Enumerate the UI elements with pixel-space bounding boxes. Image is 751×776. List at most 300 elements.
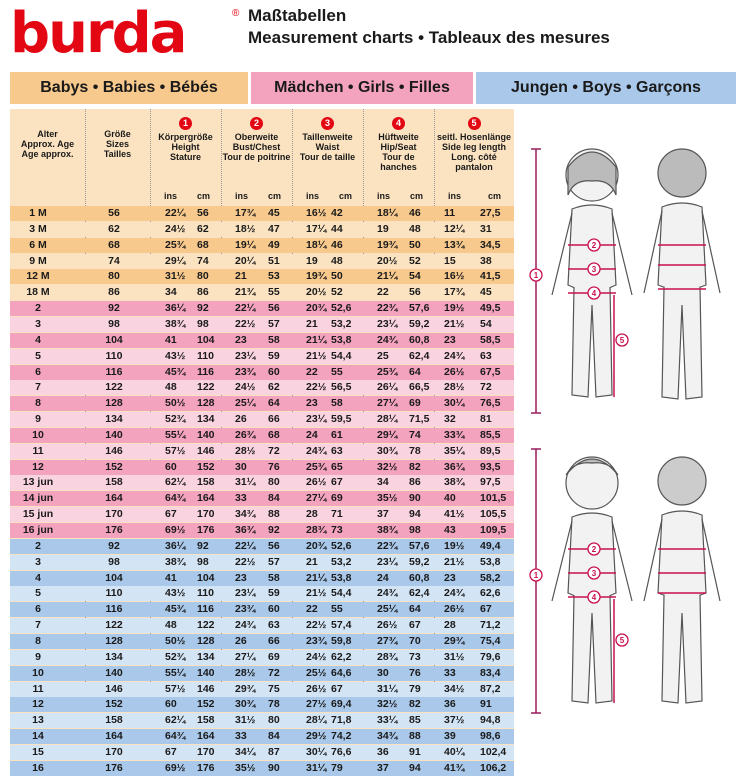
table-cell: 23: [235, 333, 247, 346]
table-cell: 14 jun: [22, 492, 54, 505]
table-cell: 9 M: [29, 254, 47, 267]
table-cell: 57,6: [409, 539, 430, 552]
unit-cm: cm: [339, 191, 353, 201]
table-cell: 74,2: [331, 730, 352, 743]
table-cell: 28¼: [377, 413, 398, 426]
table-cell: 23¼: [306, 413, 327, 426]
table-cell: 36¼: [165, 539, 186, 552]
table-cell: 31½: [235, 714, 256, 727]
table-cell: 63: [331, 444, 343, 457]
table-cell: 25¼: [235, 397, 256, 410]
table-row: [10, 507, 514, 522]
header-waist: 3 Taillenweite Waist Tour de taille: [299, 118, 356, 162]
table-cell: 87,2: [480, 682, 501, 695]
table-cell: 86: [197, 286, 209, 299]
table-cell: 33: [444, 666, 456, 679]
table-cell: 80: [108, 270, 120, 283]
table-cell: 35¼: [444, 444, 465, 457]
table-cell: 30: [377, 666, 389, 679]
table-cell: 134: [197, 413, 215, 426]
table-cell: 24¾: [377, 587, 398, 600]
table-cell: 64¾: [165, 730, 186, 743]
table-cell: 67: [409, 619, 421, 632]
table-cell: 34: [377, 476, 389, 489]
table-cell: 128: [105, 397, 123, 410]
table-cell: 71,2: [480, 619, 501, 632]
table-cell: 170: [197, 745, 215, 758]
table-cell: 3 M: [29, 222, 47, 235]
table-cell: 3: [35, 555, 41, 568]
table-cell: 28¾: [377, 650, 398, 663]
header-leg: 5 seitl. Hosenlänge Side leg length Long. côté pantalon: [436, 118, 512, 172]
table-cell: 50: [331, 270, 343, 283]
table-cell: 54,4: [331, 349, 352, 362]
table-cell: 24: [377, 571, 389, 584]
table-cell: 25: [377, 349, 389, 362]
table-cell: 42: [331, 207, 343, 219]
table-cell: 11: [32, 682, 44, 695]
table-cell: 73: [409, 650, 421, 663]
boy-back-figure: [644, 457, 720, 703]
table-cell: 29¼: [377, 428, 398, 441]
table-cell: 53,2: [331, 317, 352, 330]
table-cell: 6: [35, 603, 41, 616]
table-cell: 33¾: [444, 428, 465, 441]
table-row: [10, 269, 514, 284]
table-cell: 38¾: [377, 524, 398, 536]
table-cell: 22: [306, 603, 318, 616]
table-cell: 31¼: [306, 761, 327, 774]
table-row: [10, 365, 514, 380]
table-cell: 60: [165, 460, 177, 473]
table-cell: 152: [197, 698, 215, 711]
table-cell: 4: [35, 333, 41, 346]
table-cell: 82: [409, 698, 421, 711]
number-badge: 2: [250, 117, 263, 130]
table-row: [10, 412, 514, 427]
table-cell: 91: [409, 745, 421, 758]
table-cell: 41,5: [480, 270, 501, 283]
table-cell: 67,5: [480, 365, 501, 378]
table-row: [10, 396, 514, 411]
table-cell: 59: [268, 587, 280, 600]
category-boys: Jungen • Boys • Garçons: [476, 72, 736, 104]
table-cell: 55¼: [165, 428, 186, 441]
table-cell: 31: [480, 222, 492, 235]
table-cell: 104: [197, 571, 215, 584]
table-cell: 80: [268, 476, 280, 489]
table-cell: 176: [197, 524, 215, 536]
table-cell: 92: [197, 302, 209, 315]
table-cell: 23¾: [235, 603, 256, 616]
table-cell: 14: [32, 730, 44, 743]
table-cell: 80: [197, 270, 209, 283]
table-cell: 1 M: [29, 207, 47, 219]
table-cell: 72: [268, 444, 280, 457]
table-row: [10, 301, 514, 316]
unit-ins: ins: [448, 191, 462, 201]
measure-marker-label: 1: [533, 571, 539, 580]
table-cell: 38¾: [444, 476, 465, 489]
table-cell: 23¼: [377, 317, 398, 330]
table-cell: 16½: [306, 207, 327, 219]
table-cell: 56,5: [331, 381, 352, 394]
table-cell: 88: [268, 508, 280, 521]
boy-front-figure: [552, 457, 632, 703]
table-cell: 27,5: [480, 207, 501, 219]
table-cell: 21¼: [306, 571, 327, 584]
table-cell: 6: [35, 365, 41, 378]
table-cell: 104: [197, 333, 215, 346]
table-cell: 110: [197, 349, 214, 362]
table-cell: 24: [306, 428, 318, 441]
table-cell: 19¼: [235, 238, 256, 251]
table-cell: 53,2: [331, 555, 352, 568]
table-cell: 85: [409, 714, 421, 727]
table-cell: 28: [444, 619, 456, 632]
table-cell: 43: [444, 524, 456, 536]
table-cell: 152: [105, 460, 123, 473]
table-row: [10, 682, 514, 697]
table-cell: 79,6: [480, 650, 501, 663]
table-cell: 34¾: [235, 508, 256, 521]
table-cell: 8: [35, 397, 41, 410]
table-cell: 76: [268, 460, 280, 473]
table-cell: 49,5: [480, 302, 501, 315]
table-cell: 52¾: [165, 650, 186, 663]
table-cell: 32: [444, 413, 456, 426]
table-cell: 170: [105, 508, 123, 521]
table-cell: 54: [409, 270, 421, 283]
number-badge: 5: [468, 117, 481, 130]
table-cell: 140: [197, 666, 215, 679]
table-cell: 20½: [306, 286, 327, 299]
table-cell: 72: [268, 666, 280, 679]
table-row: [10, 571, 514, 586]
table-cell: 12 M: [26, 270, 50, 283]
table-cell: 49,4: [480, 539, 501, 552]
table-cell: 92: [108, 302, 120, 315]
table-cell: 28½: [444, 381, 465, 394]
table-cell: 24¾: [377, 333, 398, 346]
table-cell: 38¾: [165, 317, 186, 330]
unit-ins: ins: [235, 191, 249, 201]
table-cell: 22¼: [235, 302, 256, 315]
unit-cm: cm: [410, 191, 424, 201]
table-cell: 16½: [444, 270, 465, 283]
table-cell: 73: [331, 524, 343, 536]
table-cell: 36: [377, 745, 389, 758]
table-cell: 15 jun: [22, 508, 54, 521]
table-cell: 62,6: [480, 587, 501, 600]
table-cell: 52,6: [331, 539, 352, 552]
measure-marker-label: 2: [591, 545, 597, 554]
table-cell: 34¾: [377, 730, 398, 743]
table-cell: 21¼: [306, 333, 327, 346]
table-cell: 24¾: [235, 619, 256, 632]
table-row: [10, 650, 514, 665]
table-cell: 23¼: [377, 555, 398, 568]
table-cell: 26: [235, 413, 247, 426]
header-height: 1 Körpergröße Height Stature: [158, 118, 213, 162]
table-cell: 164: [197, 730, 215, 743]
table-cell: 16 jun: [22, 524, 54, 536]
table-cell: 22¼: [235, 539, 256, 552]
table-cell: 62: [108, 222, 120, 235]
table-cell: 110: [105, 587, 123, 600]
table-cell: 48: [165, 381, 177, 394]
table-cell: 98: [108, 317, 120, 330]
table-cell: 34½: [444, 682, 465, 695]
table-cell: 158: [105, 476, 123, 489]
table-cell: 26: [235, 634, 247, 647]
table-cell: 94,8: [480, 714, 501, 727]
table-row: [10, 491, 514, 506]
table-cell: 72: [480, 381, 492, 394]
table-cell: 22½: [306, 619, 327, 632]
table-cell: 6 M: [29, 238, 47, 251]
table-cell: 69½: [165, 524, 186, 536]
table-cell: 39: [444, 730, 456, 743]
table-cell: 25¾: [165, 238, 186, 251]
table-cell: 59: [268, 349, 280, 362]
table-cell: 53,8: [331, 571, 352, 584]
measure-marker-label: 3: [591, 569, 597, 578]
table-cell: 58,2: [480, 571, 501, 584]
table-cell: 64¾: [165, 492, 186, 505]
table-cell: 30¼: [306, 745, 327, 758]
table-cell: 104: [105, 571, 123, 584]
table-cell: 24½: [235, 381, 256, 394]
table-cell: 12: [32, 698, 44, 711]
table-cell: 68: [197, 238, 209, 251]
table-cell: 84: [268, 492, 280, 505]
table-cell: 35½: [235, 761, 256, 774]
table-cell: 57: [268, 555, 280, 568]
table-cell: 23¾: [235, 365, 256, 378]
table-cell: 60,8: [409, 333, 430, 346]
table-cell: 26½: [377, 619, 398, 632]
table-cell: 49: [268, 238, 280, 251]
table-cell: 52: [331, 286, 343, 299]
table-cell: 34¼: [235, 745, 256, 758]
table-row: [10, 238, 514, 253]
table-cell: 116: [197, 365, 214, 378]
table-cell: 98: [197, 555, 209, 568]
table-cell: 176: [105, 761, 123, 774]
table-cell: 36¼: [165, 302, 186, 315]
girl-back-figure: [644, 149, 720, 399]
table-row: [10, 428, 514, 443]
table-cell: 102,4: [480, 745, 507, 758]
table-cell: 67: [331, 682, 343, 695]
table-cell: 27½: [306, 698, 327, 711]
table-cell: 79: [409, 682, 421, 695]
table-cell: 32½: [377, 460, 398, 473]
table-cell: 18 M: [26, 286, 50, 299]
table-cell: 23: [235, 571, 247, 584]
table-cell: 29¾: [235, 682, 256, 695]
table-cell: 24½: [165, 222, 186, 235]
table-cell: 41¾: [444, 761, 465, 774]
table-cell: 40¼: [444, 745, 465, 758]
table-cell: 20¼: [235, 254, 256, 267]
table-cell: 152: [105, 698, 123, 711]
table-cell: 64: [409, 365, 421, 378]
table-cell: 13 jun: [22, 476, 54, 489]
table-cell: 26½: [444, 365, 465, 378]
table-cell: 41: [165, 333, 177, 346]
table-cell: 140: [197, 428, 215, 441]
table-cell: 55: [268, 286, 280, 299]
table-cell: 46: [331, 238, 343, 251]
table-cell: 45: [268, 207, 280, 219]
table-cell: 60: [268, 603, 280, 616]
table-cell: 22¾: [377, 302, 398, 315]
table-cell: 23¼: [235, 587, 256, 600]
table-cell: 11: [32, 444, 44, 457]
table-cell: 21: [235, 270, 247, 283]
table-cell: 65: [331, 460, 343, 473]
table-cell: 48: [165, 619, 177, 632]
unit-cm: cm: [488, 191, 502, 201]
table-cell: 36: [444, 698, 456, 711]
table-cell: 101,5: [480, 492, 507, 505]
table-cell: 16: [32, 761, 44, 774]
table-cell: 52,6: [331, 302, 352, 315]
table-cell: 22: [377, 286, 389, 299]
table-cell: 128: [197, 634, 215, 647]
table-row: [10, 618, 514, 633]
table-cell: 27¼: [306, 492, 327, 505]
table-cell: 61: [331, 428, 343, 441]
table-cell: 17¼: [306, 222, 327, 235]
table-cell: 128: [105, 634, 123, 647]
table-cell: 122: [197, 619, 215, 632]
table-cell: 22¾: [377, 539, 398, 552]
table-cell: 62: [197, 222, 209, 235]
table-cell: 25¾: [377, 365, 398, 378]
table-cell: 59,5: [331, 413, 352, 426]
table-cell: 68: [268, 428, 280, 441]
table-cell: 21: [306, 555, 318, 568]
measure-marker-label: 5: [619, 636, 625, 645]
table-cell: 62: [268, 381, 280, 394]
unit-ins: ins: [164, 191, 178, 201]
table-cell: 71,8: [331, 714, 352, 727]
table-cell: 62¼: [165, 476, 186, 489]
table-cell: 43½: [165, 349, 186, 362]
table-cell: 27¾: [377, 634, 398, 647]
measurement-table: [10, 109, 514, 776]
header-size: Größe Sizes Tailles: [103, 129, 132, 159]
table-cell: 19: [377, 222, 389, 235]
table-cell: 146: [197, 444, 215, 457]
table-cell: 21¾: [235, 286, 256, 299]
table-cell: 75,4: [480, 634, 501, 647]
table-cell: 22¼: [165, 207, 186, 219]
category-girls: Mädchen • Girls • Filles: [251, 72, 473, 104]
table-cell: 26¼: [377, 381, 398, 394]
table-cell: 75: [268, 682, 280, 695]
table-cell: 58,5: [480, 333, 501, 346]
measure-marker-label: 4: [591, 593, 597, 602]
table-cell: 19½: [444, 539, 465, 552]
table-row: [10, 333, 514, 348]
table-cell: 60,8: [409, 571, 430, 584]
table-cell: 21½: [444, 317, 465, 330]
unit-ins: ins: [377, 191, 391, 201]
table-cell: 40: [444, 492, 456, 505]
table-cell: 27¼: [377, 397, 398, 410]
table-cell: 55: [331, 365, 343, 378]
table-cell: 164: [105, 492, 123, 505]
table-cell: 26¾: [235, 428, 256, 441]
table-cell: 90: [409, 492, 421, 505]
table-cell: 93,5: [480, 460, 501, 473]
table-cell: 140: [105, 666, 123, 679]
table-cell: 5: [35, 349, 41, 362]
table-cell: 62,4: [409, 349, 430, 362]
table-cell: 92: [268, 524, 280, 536]
table-cell: 33¼: [377, 714, 398, 727]
table-cell: 60: [165, 698, 177, 711]
table-cell: 48: [409, 222, 421, 235]
table-cell: 29½: [306, 730, 327, 743]
table-row: [10, 586, 514, 601]
table-cell: 48: [331, 254, 343, 267]
table-cell: 53,8: [480, 555, 501, 568]
table-cell: 67: [331, 476, 343, 489]
table-cell: 45¾: [165, 603, 186, 616]
table-cell: 17¾: [444, 286, 465, 299]
table-cell: 38¾: [165, 555, 186, 568]
table-cell: 56: [268, 539, 280, 552]
table-cell: 21¼: [377, 270, 398, 283]
table-row: [10, 523, 514, 538]
table-cell: 36¾: [235, 524, 256, 536]
table-cell: 28½: [235, 666, 256, 679]
table-cell: 164: [105, 730, 123, 743]
table-cell: 128: [197, 397, 215, 410]
table-cell: 55: [331, 603, 343, 616]
table-cell: 63: [480, 349, 492, 362]
table-cell: 84: [268, 730, 280, 743]
table-cell: 31¼: [377, 682, 398, 695]
table-cell: 10: [32, 428, 44, 441]
table-row: [10, 713, 514, 728]
table-cell: 109,5: [480, 524, 507, 536]
table-cell: 25¾: [306, 460, 327, 473]
table-cell: 94: [409, 761, 421, 774]
table-cell: 110: [105, 349, 123, 362]
body-figures: [522, 135, 751, 776]
table-cell: 19¾: [306, 270, 327, 283]
table-cell: 76,5: [480, 397, 501, 410]
table-cell: 146: [105, 682, 123, 695]
table-cell: 71: [331, 508, 343, 521]
category-babies: Babys • Babies • Bébés: [10, 72, 248, 104]
number-badge: 3: [321, 117, 334, 130]
table-row: [10, 222, 514, 237]
table-cell: 19½: [444, 302, 465, 315]
page-title: Maßtabellen: [248, 6, 347, 25]
table-cell: 116: [197, 603, 214, 616]
table-cell: 164: [197, 492, 215, 505]
header-age: Alter Approx. Age Age approx.: [20, 129, 75, 159]
table-cell: 22: [306, 365, 318, 378]
table-cell: 12: [32, 460, 44, 473]
